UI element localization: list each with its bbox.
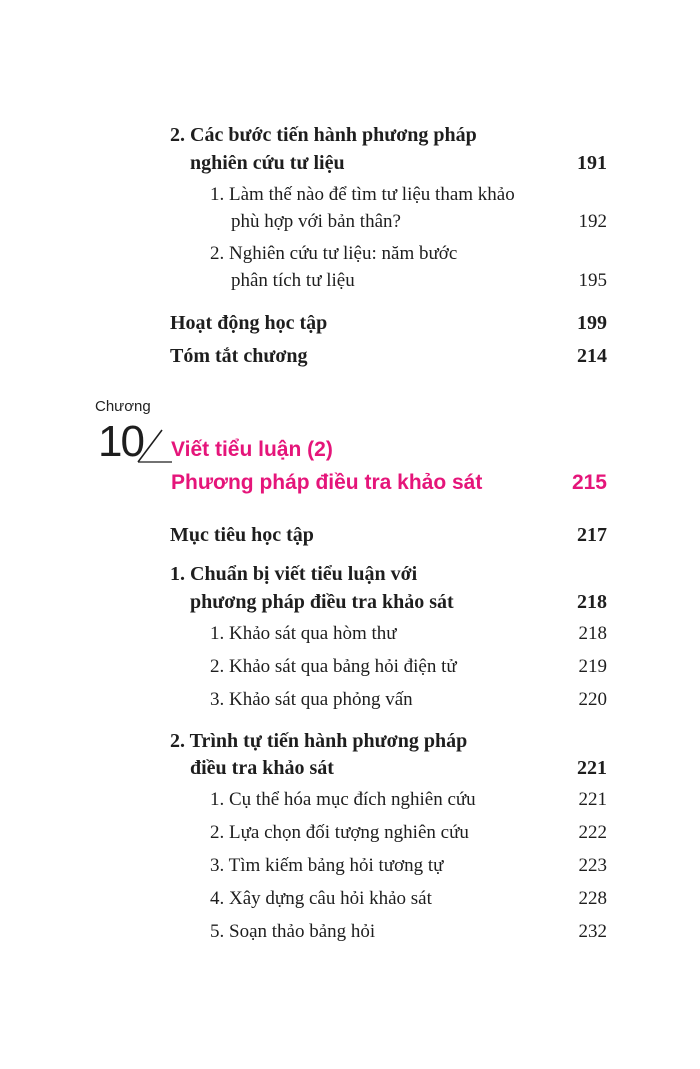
toc-subentry-title: 1. Cụ thể hóa mục đích nghiên cứu	[210, 789, 476, 810]
toc-entry-title: Mục tiêu học tập	[170, 524, 314, 546]
toc-entry-title-line1: 2. Các bước tiến hành phương pháp	[170, 124, 477, 146]
toc-subentry-title: 1. Khảo sát qua hòm thư	[210, 623, 397, 644]
toc-page-number: 214	[577, 345, 607, 367]
chapter-title-line1: Viết tiểu luận (2)	[171, 438, 333, 461]
toc-subentry-title: 2. Lựa chọn đối tượng nghiên cứu	[210, 822, 469, 843]
chapter-word: Chương	[95, 398, 151, 415]
toc-page-number: 221	[577, 757, 607, 779]
toc-page-number: 221	[578, 789, 607, 810]
chapter-slash-icon	[136, 418, 176, 466]
toc-subentry-line1: 2. Nghiên cứu tư liệu: năm bước	[210, 243, 458, 264]
chapter-number: 10	[98, 417, 143, 466]
toc-page-number: 195	[578, 270, 607, 291]
toc-entry-title-line1: 2. Trình tự tiến hành phương pháp	[170, 730, 468, 752]
toc-entry-title: Hoạt động học tập	[170, 312, 328, 334]
toc-subentry-title: 3. Khảo sát qua phỏng vấn	[210, 689, 413, 710]
toc-page-number: 228	[578, 888, 607, 909]
toc-page-number: 222	[578, 822, 607, 843]
toc-page-number: 192	[578, 211, 607, 232]
toc-subentry-line2: phù hợp với bản thân?	[231, 211, 401, 232]
toc-subentry-title: 2. Khảo sát qua bảng hỏi điện tử	[210, 656, 457, 677]
toc-entry-title-line2: điều tra khảo sát	[190, 757, 334, 779]
toc-subentry-line2: phân tích tư liệu	[231, 270, 355, 291]
toc-page-number: 199	[577, 312, 607, 334]
toc-page-number: 218	[578, 623, 607, 644]
toc-subentry-title: 5. Soạn thảo bảng hỏi	[210, 921, 376, 942]
toc-page-number: 191	[577, 152, 607, 174]
toc-entry-title-line2: phương pháp điều tra khảo sát	[190, 591, 454, 613]
toc-subentry-line1: 1. Làm thế nào để tìm tư liệu tham khảo	[210, 184, 515, 205]
toc-subentry-title: 4. Xây dựng câu hỏi khảo sát	[210, 888, 432, 909]
chapter-title-line2: Phương pháp điều tra khảo sát	[171, 471, 483, 494]
toc-page-number: 219	[578, 656, 607, 677]
toc-entry-title-line1: 1. Chuẩn bị viết tiểu luận với	[170, 563, 418, 585]
toc-page-number: 223	[578, 855, 607, 876]
toc-page-number: 232	[578, 921, 607, 942]
toc-page-number: 220	[578, 689, 607, 710]
toc-page-number: 217	[577, 524, 607, 546]
toc-subentry-title: 3. Tìm kiếm bảng hỏi tương tự	[210, 855, 444, 876]
chapter-page-number: 215	[571, 471, 607, 494]
toc-page-number: 218	[577, 591, 607, 613]
toc-entry-title: Tóm tắt chương	[170, 345, 308, 367]
toc-entry-title-line2: nghiên cứu tư liệu	[190, 152, 345, 174]
